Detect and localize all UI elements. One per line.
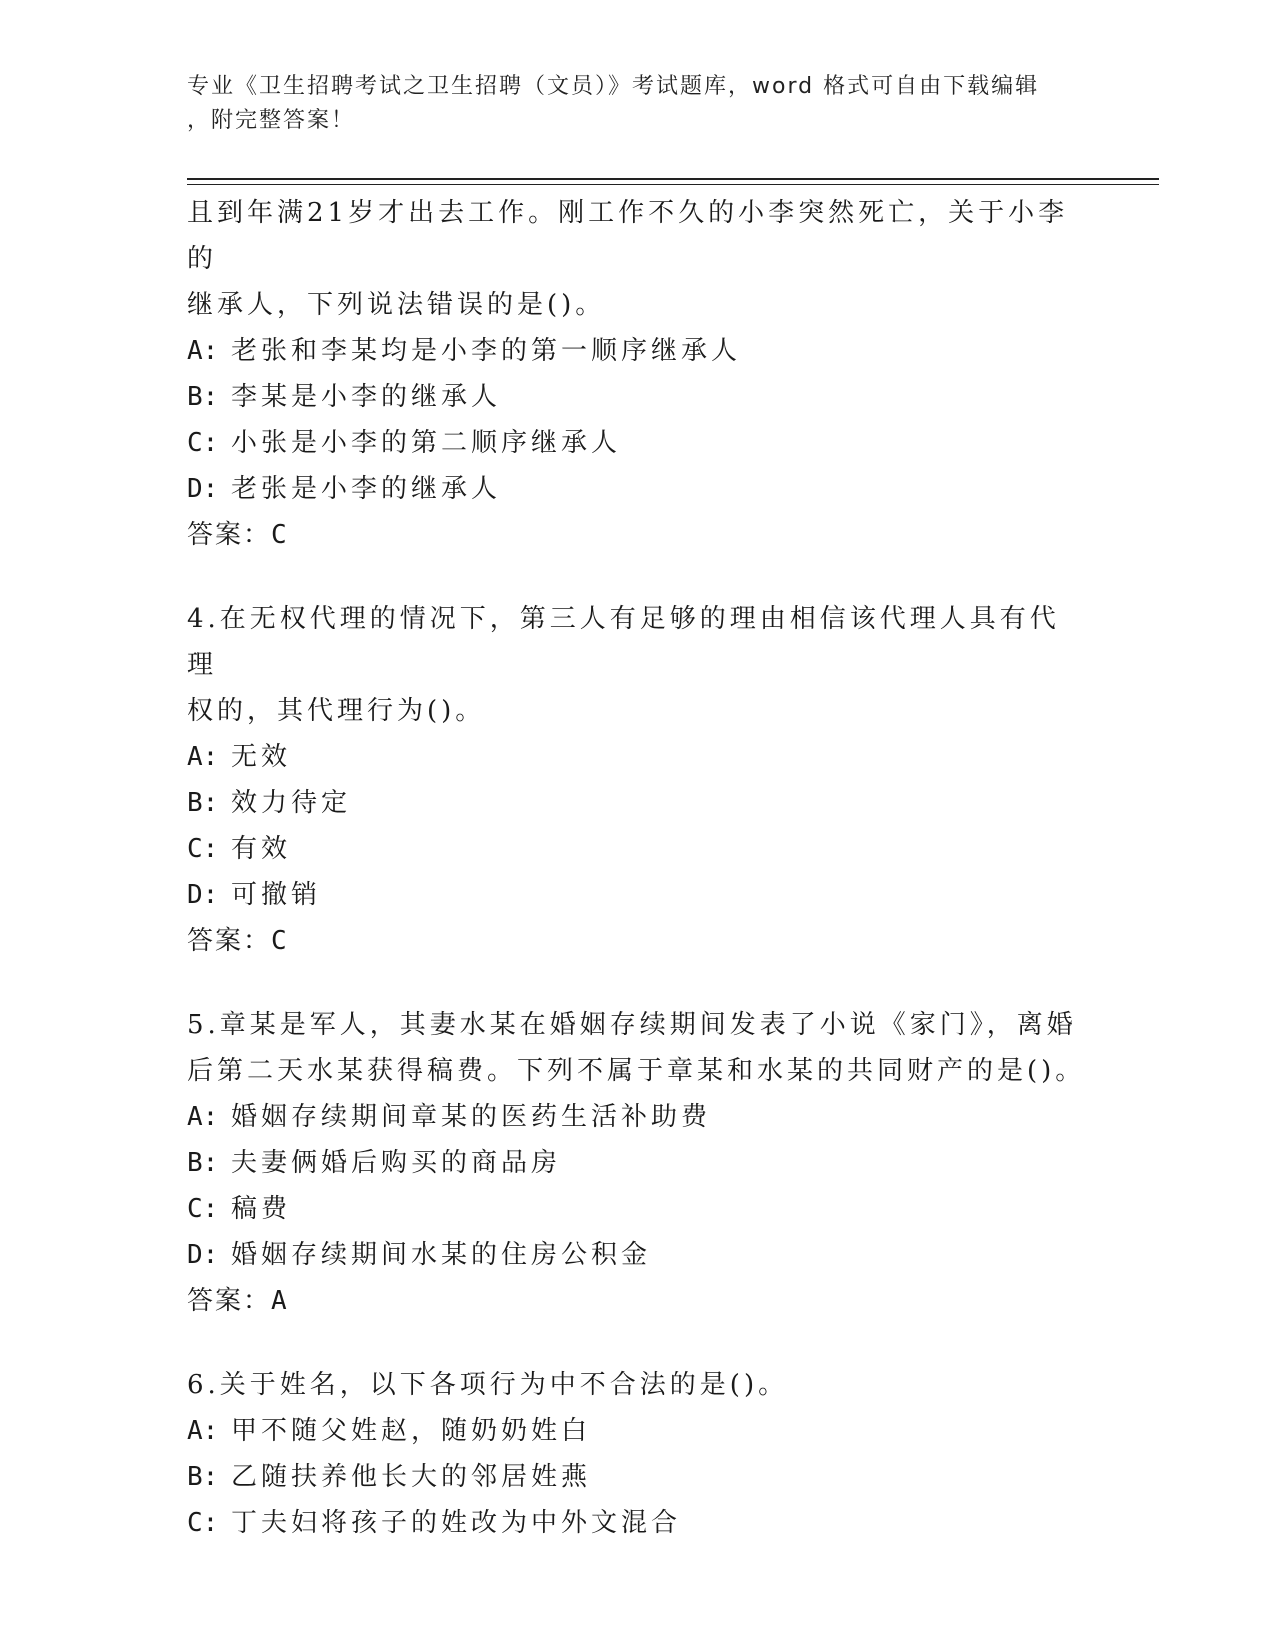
option-d	[187, 1232, 1087, 1278]
header-line-1: 专业《卫生招聘考试之卫生招聘（文员）》考试题库，word 格式可自由下载编辑	[187, 74, 1040, 99]
question-6	[187, 1362, 1087, 1546]
option-text: 夫妻俩婚后购买的商品房	[231, 1148, 562, 1178]
option-a	[187, 328, 1087, 374]
option-text: 李某是小李的继承人	[231, 382, 502, 412]
option-text: 甲不随父姓赵，随奶奶姓白	[231, 1416, 592, 1446]
option-letter: A:	[187, 1102, 219, 1132]
question-stem-line: 5.章某是军人，其妻水某在婚姻存续期间发表了小说《家门》，离婚	[187, 1010, 1077, 1040]
option-c	[187, 1186, 1087, 1232]
option-text: 稿费	[231, 1194, 292, 1224]
answer-label: 答案：	[187, 926, 272, 956]
option-a	[187, 1094, 1087, 1140]
question-stem-line: 6.关于姓名，以下各项行为中不合法的是()。	[187, 1370, 789, 1400]
option-letter: B:	[187, 1462, 219, 1492]
option-text: 小张是小李的第二顺序继承人	[231, 428, 622, 458]
option-c	[187, 826, 1087, 872]
option-letter: D:	[187, 474, 219, 504]
option-d	[187, 466, 1087, 512]
option-a	[187, 734, 1087, 780]
answer-line	[187, 918, 1087, 964]
option-letter: D:	[187, 1240, 219, 1270]
question-list	[187, 190, 1087, 1584]
option-text: 丁夫妇将孩子的姓改为中外文混合	[231, 1508, 682, 1538]
option-letter: C:	[187, 834, 219, 864]
document-header	[187, 70, 1067, 138]
question-stem-line: 后第二天水某获得稿费。下列不属于章某和水某的共同财产的是()。	[187, 1056, 1086, 1086]
option-letter: A:	[187, 336, 219, 366]
header-rule-thin	[187, 184, 1159, 185]
option-text: 婚姻存续期间水某的住房公积金	[231, 1240, 652, 1270]
question-stem-line: 继承人，下列说法错误的是()。	[187, 290, 606, 320]
option-b	[187, 1454, 1087, 1500]
option-letter: A:	[187, 742, 219, 772]
answer-value: C	[271, 926, 289, 956]
answer-value: C	[271, 520, 289, 550]
answer-line	[187, 1278, 1087, 1324]
option-letter: A:	[187, 1416, 219, 1446]
option-letter: C:	[187, 428, 219, 458]
option-c	[187, 1500, 1087, 1546]
option-text: 无效	[231, 742, 292, 772]
option-a	[187, 1408, 1087, 1454]
answer-label: 答案：	[187, 520, 272, 550]
option-text: 婚姻存续期间章某的医药生活补助费	[231, 1102, 712, 1132]
option-letter: D:	[187, 880, 219, 910]
option-letter: B:	[187, 382, 219, 412]
option-c	[187, 420, 1087, 466]
option-d	[187, 872, 1087, 918]
question-4	[187, 596, 1087, 964]
header-rule-thick	[187, 178, 1159, 180]
option-text: 老张是小李的继承人	[231, 474, 502, 504]
option-text: 老张和李某均是小李的第一顺序继承人	[231, 336, 742, 366]
answer-line	[187, 512, 1087, 558]
option-b	[187, 780, 1087, 826]
header-line-2: ，附完整答案！	[187, 108, 356, 133]
option-text: 效力待定	[231, 788, 352, 818]
option-letter: B:	[187, 1148, 219, 1178]
option-letter: C:	[187, 1194, 219, 1224]
question-stem-line: 权的，其代理行为()。	[187, 696, 486, 726]
question-5	[187, 1002, 1087, 1324]
option-text: 可撤销	[231, 880, 322, 910]
option-b	[187, 1140, 1087, 1186]
answer-value: A	[271, 1286, 289, 1316]
answer-label: 答案：	[187, 1286, 272, 1316]
option-b	[187, 374, 1087, 420]
option-text: 乙随扶养他长大的邻居姓燕	[231, 1462, 592, 1492]
option-letter: C:	[187, 1508, 219, 1538]
question-stem-line: 4.在无权代理的情况下，第三人有足够的理由相信该代理人具有代理	[187, 604, 1060, 680]
option-letter: B:	[187, 788, 219, 818]
question-3	[187, 190, 1087, 558]
option-text: 有效	[231, 834, 292, 864]
question-stem-line: 且到年满21岁才出去工作。刚工作不久的小李突然死亡，关于小李的	[187, 198, 1069, 274]
